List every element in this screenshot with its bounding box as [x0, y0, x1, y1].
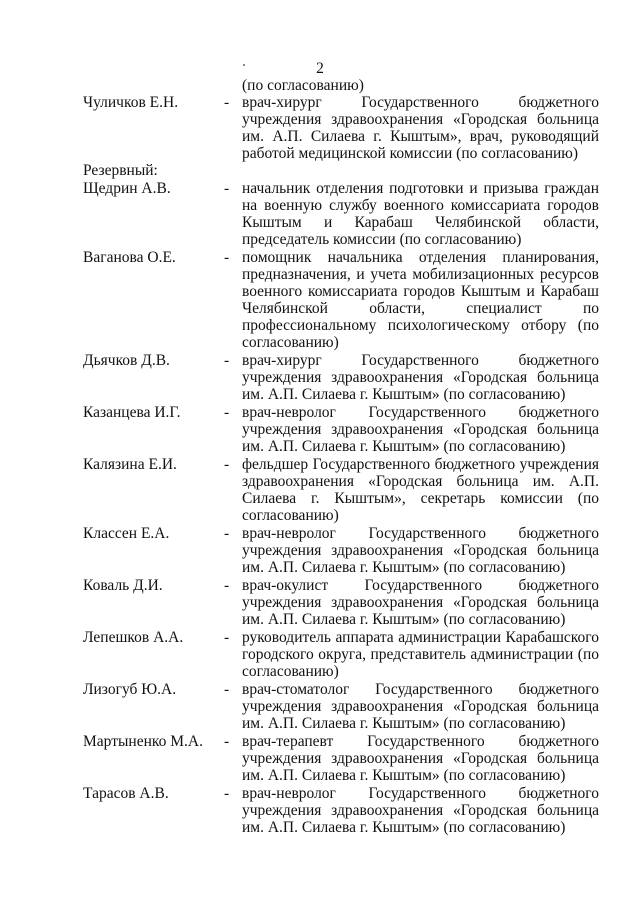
member-name: Калязина Е.И. — [83, 456, 177, 473]
member-name: Ваганова О.Е. — [83, 249, 176, 266]
member-name: Тарасов А.В. — [83, 785, 169, 802]
member-name: Дьячков Д.В. — [83, 352, 170, 369]
member-name: Лизогуб Ю.А. — [83, 681, 177, 698]
member-name: Щедрин А.В. — [83, 180, 171, 197]
member-description: начальник отделения подготовки и призыва граждан на военную службу военного комиссариата городов Кыштым и Карабаш Челябинской области, председатель комиссии (по согласованию) — [242, 180, 599, 248]
member-description: помощник начальника отделения планирования, предназначения, и учета мобилизационных ресурсов военного комиссариата городов Кыштым и Карабаш Челябинской области, специалист по профессиональному психологическому отбору (по согласованию) — [242, 249, 599, 351]
page-number: 2 — [316, 60, 324, 77]
dash: - — [224, 785, 230, 802]
member-name: Классен Е.А. — [83, 525, 170, 542]
member-name: Лепешков А.А. — [83, 629, 184, 646]
dash: - — [224, 404, 230, 421]
member-name: Казанцева И.Г. — [83, 404, 181, 421]
member-description: врач-стоматолог Государственного бюджетного учреждения здравоохранения «Городская больница им. А.П. Силаева г. Кыштым» (по согласованию) — [242, 681, 599, 732]
continued-text: (по согласованию) — [242, 77, 364, 94]
member-description: врач-невролог Государственного бюджетного учреждения здравоохранения «Городская больница им. А.П. Силаева г. Кыштым» (по согласованию) — [242, 785, 599, 836]
dash: - — [224, 733, 230, 750]
member-description: фельдшер Государственного бюджетного учреждения здравоохранения «Городская больница им. А.П. Силаева г. Кыштым», секретарь комиссии (по согласованию) — [242, 456, 599, 524]
member-description: руководитель аппарата администрации Карабашского городского округа, представитель администрации (по согласованию) — [242, 629, 599, 680]
dash: - — [224, 525, 230, 542]
dash: - — [224, 681, 230, 698]
dash: - — [224, 249, 230, 266]
member-description: врач-окулист Государственного бюджетного учреждения здравоохранения «Городская больница им. А.П. Силаева г. Кыштым» (по согласованию) — [242, 577, 599, 628]
dash: - — [224, 577, 230, 594]
member-description: врач-невролог Государственного бюджетного учреждения здравоохранения «Городская больница им. А.П. Силаева г. Кыштым» (по согласованию) — [242, 404, 599, 455]
member-description: врач-хирург Государственного бюджетного учреждения здравоохранения «Городская больница им. А.П. Силаева г. Кыштым» (по согласованию) — [242, 352, 599, 403]
dash: - — [224, 456, 230, 473]
dash: - — [224, 629, 230, 646]
member-description: врач-хирург Государственного бюджетного учреждения здравоохранения «Городская больница им. А.П. Силаева г. Кыштым», врач, руководящий работой медицинской комиссии (по согласованию) — [242, 94, 599, 162]
dash: - — [224, 352, 230, 369]
member-description: врач-терапевт Государственного бюджетного учреждения здравоохранения «Городская больница им. А.П. Силаева г. Кыштым» (по согласованию) — [242, 733, 599, 784]
member-name: Коваль Д.И. — [83, 577, 163, 594]
dash: - — [224, 180, 230, 197]
dash: - — [224, 94, 230, 111]
section-label: Резервный: — [83, 162, 158, 179]
member-description: врач-невролог Государственного бюджетного учреждения здравоохранения «Городская больница им. А.П. Силаева г. Кыштым» (по согласованию) — [242, 525, 599, 576]
member-name: Чуличков Е.Н. — [83, 94, 179, 111]
member-name: Мартыненко М.А. — [83, 733, 203, 750]
